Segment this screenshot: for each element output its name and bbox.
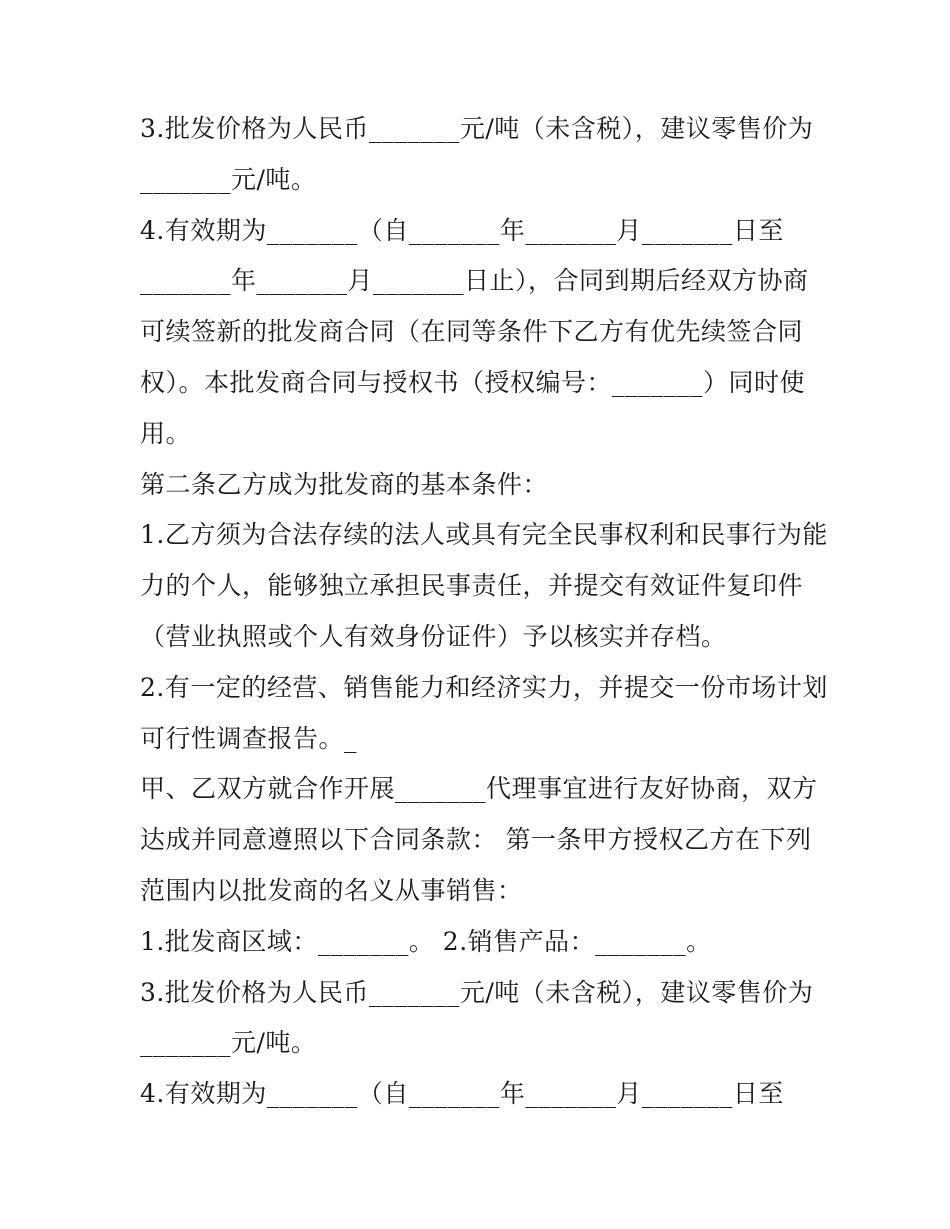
text-line: _______元/吨。 (140, 1028, 317, 1058)
text-line: （营业执照或个人有效身份证件）予以核实并存档。 (140, 621, 727, 651)
text-line: 力的个人，能够独立承担民事责任，并提交有效证件复印件 (140, 571, 804, 601)
text-line: 用。 (140, 418, 192, 448)
text-line: 1.批发商区域：_______。 2.销售产品：_______。 (140, 926, 712, 956)
text-line: _______元/吨。 (140, 164, 317, 194)
text-line: 可行性调查报告。_ (140, 723, 358, 753)
section-heading: 第二条乙方成为批发商的基本条件： (140, 469, 549, 499)
text-line: 2.有一定的经营、销售能力和经济实力，并提交一份市场计划 (140, 672, 828, 702)
text-line: _______年_______月_______日止），合同到期后经双方协商 (140, 266, 809, 296)
text-line: 甲、乙双方就合作开展_______代理事宜进行友好协商，双方 (140, 774, 818, 804)
text-line: 范围内以批发商的名义从事销售： (140, 875, 523, 905)
text-line: 权）。本批发商合同与授权书（授权编号：_______）同时使 (140, 367, 806, 397)
text-line: 3.批发价格为人民币_______元/吨（未含税），建议零售价为 (140, 977, 814, 1007)
text-line: 达成并同意遵照以下合同条款： 第一条甲方授权乙方在下列 (140, 825, 812, 855)
document-body (140, 104, 828, 1120)
text-line: 1.乙方须为合法存续的法人或具有完全民事权利和民事行为能 (140, 520, 828, 550)
text-line: 可续签新的批发商合同（在同等条件下乙方有优先续签合同 (140, 317, 804, 347)
text-line: 3.批发价格为人民币_______元/吨（未含税），建议零售价为 (140, 114, 814, 143)
text-line: 4.有效期为_______（自_______年_______月_______日至 (140, 1079, 784, 1109)
text-line: 4.有效期为_______（自_______年_______月_______日至 (140, 215, 784, 245)
